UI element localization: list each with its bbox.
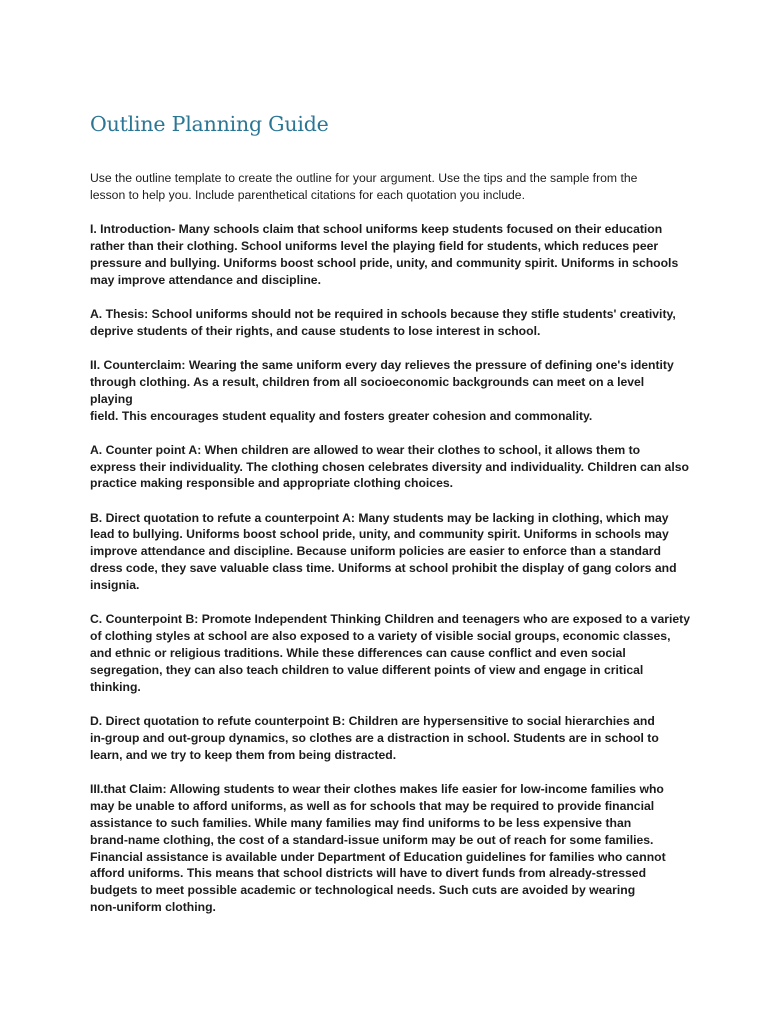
claim-paragraph: III.that Claim: Allowing students to wear their clothes makes life easier for low-income families who may be unable to afford uniforms, as well as for schools that may be required to provide financial assistance to such families. While many families may find uniforms to be less expensive than brand-name clothing, the cost of a standard-issue uniform may be out of reach for some families. Financial assistance is available under Department of Education guidelines for families who cannot afford uniforms. This means that school districts will have to divert funds from already-stressed budgets to meet possible academic or technological needs. Such cuts are avoided by wearing non-uniform clothing.	[90, 781, 666, 915]
page-title: Outline Planning Guide	[90, 112, 329, 136]
counterclaim-paragraph: II. Counterclaim: Wearing the same uniform every day relieves the pressure of defining one's identity through clothing. As a result, children from all socioeconomic backgrounds can meet on a level playing field. This encourages student equality and fosters greater cohesion and commonality.	[90, 357, 674, 423]
intro-paragraph: Use the outline template to create the outline for your argument. Use the tips and the sample from the lesson to help you. Include parenthetical citations for each quotation you include.	[90, 171, 638, 202]
introduction-paragraph: I. Introduction- Many schools claim that school uniforms keep students focused on their education rather than their clothing. School uniforms level the playing field for students, which reduces peer pressure and bullying. Uniforms boost school pride, unity, and community spirit. Uniforms in schools may improve attendance and discipline.	[90, 222, 679, 287]
refute-counterpoint-b-paragraph: D. Direct quotation to refute counterpoint B: Children are hypersensitive to social hierarchies and in-group and out-group dynamics, so clothes are a distraction in school. Students are in school to learn, and we try to keep them from being distracted.	[90, 713, 659, 762]
counterpoint-a-paragraph: A. Counter point A: When children are allowed to wear their clothes to school, it allows them to express their individuality. The clothing chosen celebrates diversity and individuality. Children can also practice making responsible and appropriate clothing choices.	[90, 442, 689, 491]
document-body	[90, 170, 690, 933]
thesis-paragraph: A. Thesis: School uniforms should not be required in schools because they stifle students' creativity, deprive students of their rights, and cause students to lose interest in school.	[90, 306, 676, 338]
refute-counterpoint-a-paragraph: B. Direct quotation to refute a counterpoint A: Many students may be lacking in clothing, which may lead to bullying. Uniforms boost school pride, unity, and community spirit. Uniforms in schools may improve attendance and discipline. Because uniform policies are easier to enforce than a standard dress code, they save valuable class time. Uniforms at school prohibit the display of gang colors and insignia.	[90, 510, 677, 593]
counterpoint-b-paragraph: C. Counterpoint B: Promote Independent Thinking Children and teenagers who are exposed to a variety of clothing styles at school are also exposed to a variety of visible social groups, economic classes, and ethnic or religious traditions. While these differences can cause conflict and even social segregation, they can also teach children to value different points of view and engage in critical thinking.	[90, 612, 690, 694]
